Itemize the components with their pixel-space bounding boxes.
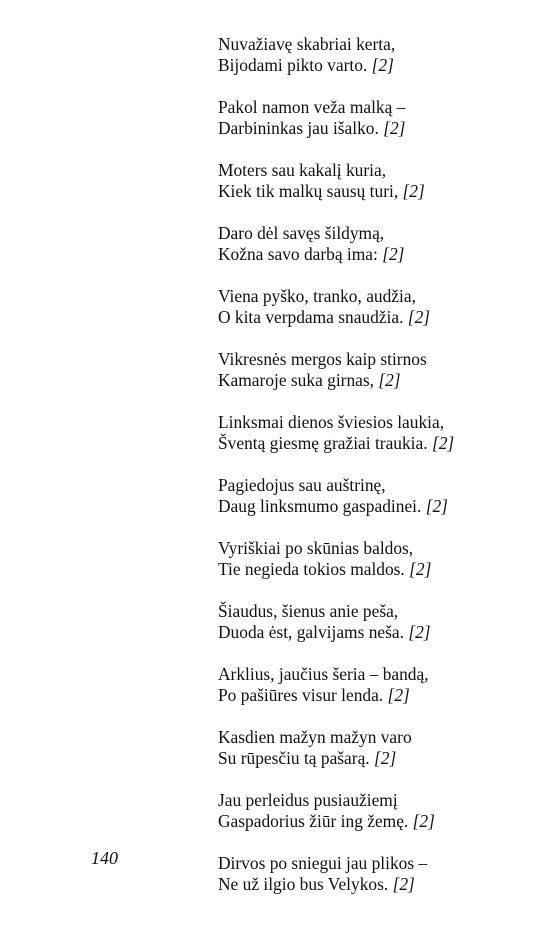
stanza <box>218 475 548 517</box>
repeat-marker: [2] <box>412 811 435 831</box>
verse-text: Gaspadorius žiūr ing žemę. <box>218 811 409 831</box>
verse-line <box>218 811 548 832</box>
repeat-marker: [2] <box>374 748 397 768</box>
verse-line <box>218 559 548 580</box>
verse-text: Viena pyško, tranko, audžia, <box>218 286 416 306</box>
verse-line <box>218 601 548 622</box>
verse-text: Linksmai dienos šviesios laukia, <box>218 412 445 432</box>
verse-line <box>218 118 548 139</box>
verse-line <box>218 223 548 244</box>
verse-text: Darbininkas jau išalko. <box>218 118 379 138</box>
stanza <box>218 97 548 139</box>
verse-line <box>218 97 548 118</box>
verse-text: Šventą giesmę gražiai traukia. <box>218 433 428 453</box>
poem-text <box>218 34 548 916</box>
verse-text: Vyriškiai po skūnias baldos, <box>218 538 414 558</box>
repeat-marker: [2] <box>425 496 448 516</box>
verse-line <box>218 790 548 811</box>
verse-line <box>218 433 548 454</box>
verse-line <box>218 307 548 328</box>
verse-line <box>218 727 548 748</box>
repeat-marker: [2] <box>431 433 455 453</box>
stanza <box>218 223 548 265</box>
verse-line <box>218 475 548 496</box>
verse-text: Kamaroje suka girnas, <box>218 370 374 390</box>
verse-line <box>218 496 548 517</box>
verse-text: Šiaudus, šienus anie peša, <box>218 601 399 621</box>
stanza <box>218 412 548 454</box>
stanza <box>218 664 548 706</box>
verse-text: Kasdien mažyn mažyn varo <box>218 727 412 747</box>
verse-text: Duoda ėst, galvijams neša. <box>218 622 404 642</box>
verse-line <box>218 181 548 202</box>
verse-text: Daug linksmumo gaspadinei. <box>218 496 422 516</box>
verse-text: Kožna savo darbą ima: <box>218 244 378 264</box>
verse-text: Jau perleidus pusiaužiemį <box>218 790 398 810</box>
verse-line <box>218 748 548 769</box>
verse-line <box>218 685 548 706</box>
verse-text: Su rūpesčiu tą pašarą. <box>218 748 370 768</box>
stanza <box>218 727 548 769</box>
stanza <box>218 286 548 328</box>
verse-line <box>218 244 548 265</box>
repeat-marker: [2] <box>409 559 432 579</box>
repeat-marker: [2] <box>408 622 431 642</box>
repeat-marker: [2] <box>382 244 405 264</box>
stanza <box>218 34 548 76</box>
verse-line <box>218 664 548 685</box>
verse-text: Dirvos po sniegui jau plikos – <box>218 853 428 873</box>
repeat-marker: [2] <box>407 307 431 327</box>
verse-line <box>218 538 548 559</box>
repeat-marker: [2] <box>402 181 425 201</box>
verse-text: Daro dėl savęs šildymą, <box>218 223 385 243</box>
verse-line <box>218 286 548 307</box>
stanza <box>218 349 548 391</box>
page-number: 140 <box>91 848 118 868</box>
verse-text: Arklius, jaučius šeria – bandą, <box>218 664 429 684</box>
verse-line <box>218 349 548 370</box>
repeat-marker: [2] <box>383 118 406 138</box>
verse-text: Pakol namon veža malką – <box>218 97 406 117</box>
repeat-marker: [2] <box>392 874 415 894</box>
stanza <box>218 601 548 643</box>
stanza <box>218 853 548 895</box>
verse-text: Ne už ilgio bus Velykos. <box>218 874 389 894</box>
verse-text: Po pašiūres visur lenda. <box>218 685 384 705</box>
verse-line <box>218 412 548 433</box>
repeat-marker: [2] <box>387 685 410 705</box>
verse-text: Tie negieda tokios maldos. <box>218 559 405 579</box>
verse-line <box>218 55 548 76</box>
verse-text: Pagiedojus sau auštrinę, <box>218 475 386 495</box>
verse-text: Nuvažiavę skabriai kerta, <box>218 34 396 54</box>
stanza <box>218 538 548 580</box>
verse-line <box>218 874 548 895</box>
verse-text: Moters sau kakalį kuria, <box>218 160 387 180</box>
verse-text: O kita verpdama snaudžia. <box>218 307 404 327</box>
verse-line <box>218 370 548 391</box>
verse-line <box>218 853 548 874</box>
verse-line <box>218 160 548 181</box>
verse-text: Bijodami pikto varto. <box>218 55 368 75</box>
verse-line <box>218 622 548 643</box>
stanza <box>218 790 548 832</box>
verse-line <box>218 34 548 55</box>
verse-text: Vikresnės mergos kaip stirnos <box>218 349 427 369</box>
repeat-marker: [2] <box>378 370 401 390</box>
repeat-marker: [2] <box>371 55 394 75</box>
stanza <box>218 160 548 202</box>
verse-text: Kiek tik malkų sausų turi, <box>218 181 399 201</box>
